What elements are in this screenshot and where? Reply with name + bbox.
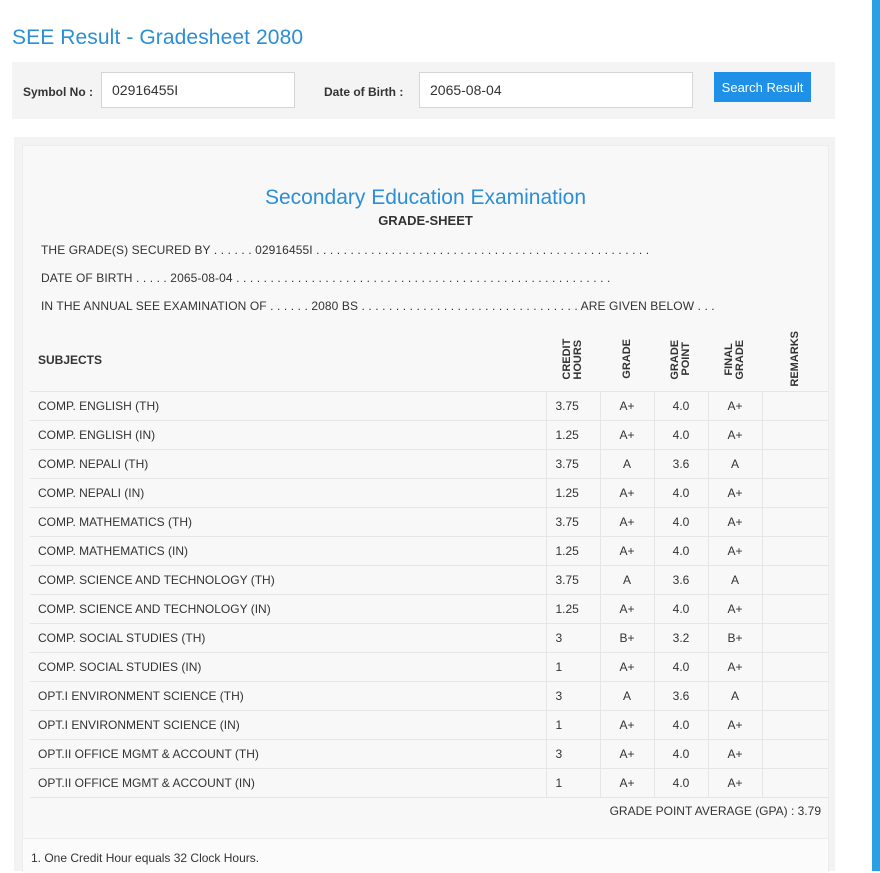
grade-cell: A+ [600,536,654,565]
credit-hours-cell: 3 [546,739,600,768]
final-grade-cell: A+ [708,507,762,536]
subject-cell: COMP. SCIENCE AND TECHNOLOGY (IN) [30,594,546,623]
grade-cell: A+ [600,710,654,739]
grade-cell: A [600,681,654,710]
grade-point-cell: 3.6 [654,681,708,710]
table-row [30,420,828,449]
credit-hours-cell: 3.75 [546,507,600,536]
final-grade-cell: A+ [708,536,762,565]
grade-cell: A+ [600,594,654,623]
table-row [30,478,828,507]
grade-point-cell: 3.2 [654,623,708,652]
date-of-birth-label: Date of Birth : [324,85,404,99]
credit-hours-cell: 1 [546,768,600,797]
grade-cell: A+ [600,478,654,507]
grade-point-cell: 4.0 [654,710,708,739]
credit-hours-cell: 1.25 [546,594,600,623]
grades-table-wrap [30,330,828,798]
credit-hours-cell: 1.25 [546,420,600,449]
credit-hours-header [546,330,600,391]
exam-year-line: IN THE ANNUAL SEE EXAMINATION OF . . . . . . 2080 BS . . . . . . . . . . . . . . . . . . . . . . . . . . . . . . . . ARE GIVEN BELOW . . . [41,299,715,313]
subject-cell: COMP. SOCIAL STUDIES (IN) [30,652,546,681]
grade-point-cell: 4.0 [654,652,708,681]
remarks-header [762,330,828,391]
remarks-cell [762,565,828,594]
credit-hours-cell: 1 [546,652,600,681]
remarks-cell [762,652,828,681]
date-of-birth-line: DATE OF BIRTH . . . . . 2065-08-04 . . . . . . . . . . . . . . . . . . . . . . . . . . . . . . . . . . . . . . . . . . . . . . . . . . . . . . . [41,271,611,285]
exam-title: Secondary Education Examination [264,186,587,209]
symbol-no-label: Symbol No : [23,85,94,99]
final-grade-cell: A+ [708,652,762,681]
credit-hours-header-label: CREDIT HOURS [561,338,584,380]
page-scrollbar[interactable] [872,0,880,871]
grade-cell: A [600,449,654,478]
remarks-cell [762,739,828,768]
grades-table [30,330,828,798]
table-row [30,739,828,768]
grade-header [600,330,654,391]
table-row [30,536,828,565]
remarks-cell [762,681,828,710]
final-grade-cell: A+ [708,478,762,507]
grade-cell: A+ [600,739,654,768]
grade-cell: A+ [600,420,654,449]
table-row [30,768,828,797]
subject-cell: OPT.I ENVIRONMENT SCIENCE (IN) [30,710,546,739]
gpa-summary: GRADE POINT AVERAGE (GPA) : 3.79 [609,804,821,818]
remarks-cell [762,478,828,507]
date-of-birth-input[interactable] [419,72,693,108]
table-row [30,391,828,420]
final-grade-cell: B+ [708,623,762,652]
remarks-cell [762,710,828,739]
subject-cell: OPT.II OFFICE MGMT & ACCOUNT (TH) [30,739,546,768]
final-grade-cell: A [708,681,762,710]
table-row [30,594,828,623]
remarks-header-label: REMARKS [788,331,801,387]
grade-point-header-label: GRADE POINT [669,338,692,379]
table-row [30,681,828,710]
credit-hours-cell: 3 [546,623,600,652]
credit-hours-cell: 3.75 [546,565,600,594]
final-grade-cell: A+ [708,768,762,797]
page-title: SEE Result - Gradesheet 2080 [12,26,304,49]
subject-cell: COMP. NEPALI (IN) [30,478,546,507]
grade-point-cell: 3.6 [654,565,708,594]
table-row [30,710,828,739]
table-row [30,623,828,652]
grade-point-cell: 4.0 [654,420,708,449]
credit-hour-footnote: 1. One Credit Hour equals 32 Clock Hours. [31,851,260,865]
search-result-button[interactable]: Search Result [714,72,811,102]
grade-cell: B+ [600,623,654,652]
final-grade-cell: A [708,449,762,478]
table-header-row [30,330,828,391]
final-grade-cell: A+ [708,739,762,768]
final-grade-cell: A+ [708,420,762,449]
grade-cell: A+ [600,391,654,420]
search-panel [12,62,835,119]
grade-point-cell: 4.0 [654,478,708,507]
subject-cell: COMP. MATHEMATICS (IN) [30,536,546,565]
grades-secured-line: THE GRADE(S) SECURED BY . . . . . . 02916455I . . . . . . . . . . . . . . . . . . . . . . . . . . . . . . . . . . . . . . . . . . . . . . . . . [41,243,650,257]
remarks-cell [762,449,828,478]
credit-hours-cell: 1 [546,710,600,739]
grade-cell: A+ [600,507,654,536]
table-row [30,565,828,594]
subject-cell: COMP. SOCIAL STUDIES (TH) [30,623,546,652]
grade-point-cell: 4.0 [654,507,708,536]
remarks-cell [762,420,828,449]
gradesheet [22,145,829,872]
remarks-cell [762,623,828,652]
credit-hours-cell: 3 [546,681,600,710]
subject-cell: COMP. NEPALI (TH) [30,449,546,478]
grade-header-label: GRADE [620,338,633,379]
final-grade-cell: A+ [708,710,762,739]
final-grade-header-label: FINAL GRADE [723,338,746,379]
subject-cell: OPT.I ENVIRONMENT SCIENCE (TH) [30,681,546,710]
remarks-cell [762,507,828,536]
grade-point-cell: 3.6 [654,449,708,478]
credit-hours-cell: 1.25 [546,478,600,507]
grade-point-cell: 4.0 [654,594,708,623]
grade-point-cell: 4.0 [654,391,708,420]
subject-cell: OPT.II OFFICE MGMT & ACCOUNT (IN) [30,768,546,797]
remarks-cell [762,768,828,797]
grade-cell: A+ [600,768,654,797]
symbol-no-input[interactable] [101,72,295,108]
grade-cell: A+ [600,652,654,681]
final-grade-cell: A [708,565,762,594]
subject-cell: COMP. SCIENCE AND TECHNOLOGY (TH) [30,565,546,594]
grade-point-header [654,330,708,391]
credit-hours-cell: 1.25 [546,536,600,565]
remarks-cell [762,536,828,565]
credit-hours-cell: 3.75 [546,449,600,478]
grade-point-cell: 4.0 [654,536,708,565]
final-grade-cell: A+ [708,594,762,623]
remarks-cell [762,391,828,420]
subjects-header: SUBJECTS [38,353,103,368]
subject-cell: COMP. ENGLISH (TH) [30,391,546,420]
grade-point-cell: 4.0 [654,739,708,768]
remarks-cell [762,594,828,623]
gradesheet-container [14,137,835,871]
table-row [30,507,828,536]
table-row [30,449,828,478]
grade-cell: A [600,565,654,594]
final-grade-header [708,330,762,391]
gradesheet-subtitle: GRADE-SHEET [378,213,473,228]
subject-cell: COMP. MATHEMATICS (TH) [30,507,546,536]
subject-cell: COMP. ENGLISH (IN) [30,420,546,449]
credit-hours-cell: 3.75 [546,391,600,420]
grade-point-cell: 4.0 [654,768,708,797]
final-grade-cell: A+ [708,391,762,420]
table-row [30,652,828,681]
